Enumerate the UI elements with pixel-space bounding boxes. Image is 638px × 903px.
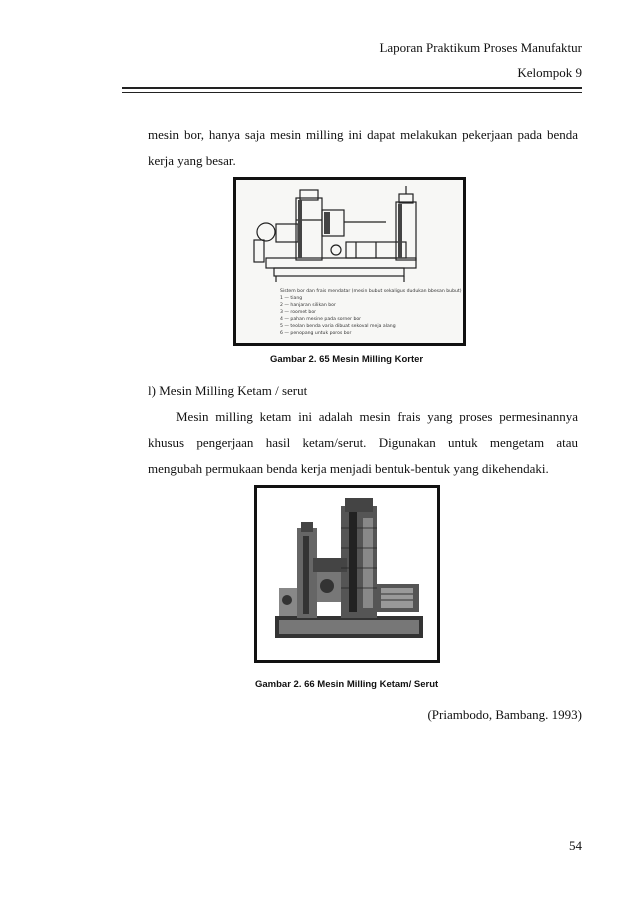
citation: (Priambodo, Bambang. 1993) — [427, 707, 582, 722]
paragraph-line: mesin bor, hanya saja mesin milling ini dapat melakukan pekerjaan pada benda — [148, 127, 578, 142]
legend-item: 5 — teolan benda varia dibuat sekoval meja alang — [280, 324, 396, 329]
header-rule-thin — [122, 92, 582, 93]
milling-ketam-illustration — [257, 488, 437, 660]
figure-caption: Gambar 2. 66 Mesin Milling Ketam/ Serut — [255, 679, 439, 690]
figure-milling-korter — [233, 177, 466, 346]
section-milling-ketam — [148, 378, 578, 482]
paragraph-line: Mesin milling ketam ini adalah mesin frais yang proses permesinannya — [176, 409, 578, 424]
legend-title: Sistem bor dan frais mendatar (mesin bubut sekaligus dudukan bbesan bubut) — [280, 289, 462, 294]
legend-item: 4 — pahan mesine pada sorner bor — [280, 317, 362, 322]
figure-caption: Gambar 2. 65 Mesin Milling Korter — [270, 354, 424, 365]
paragraph-intro — [148, 122, 578, 174]
paragraph-line: kerja yang besar. — [148, 153, 236, 168]
paragraph-line: mengubah permukaan benda kerja menjadi bentuk-bentuk yang dikehendaki. — [148, 461, 549, 476]
legend-item: 6 — penopang untuk poros bor — [280, 331, 352, 336]
header-title: Laporan Praktikum Proses Manufaktur — [379, 40, 582, 55]
header-group: Kelompok 9 — [517, 65, 582, 80]
legend-item: 1 — tiang — [280, 296, 303, 301]
page-number: 54 — [569, 838, 582, 853]
legend-item: 3 — roomet bor — [280, 310, 317, 315]
header-rule-thick — [122, 87, 582, 89]
legend-item: 2 — hanjaran silikan bor — [280, 303, 336, 308]
figure-legend — [280, 288, 462, 337]
section-heading: l) Mesin Milling Ketam / serut — [148, 383, 308, 398]
paragraph-line: khusus pengerjaan hasil ketam/serut. Digunakan untuk mengetam atau — [148, 435, 578, 450]
figure-milling-ketam — [254, 485, 440, 663]
